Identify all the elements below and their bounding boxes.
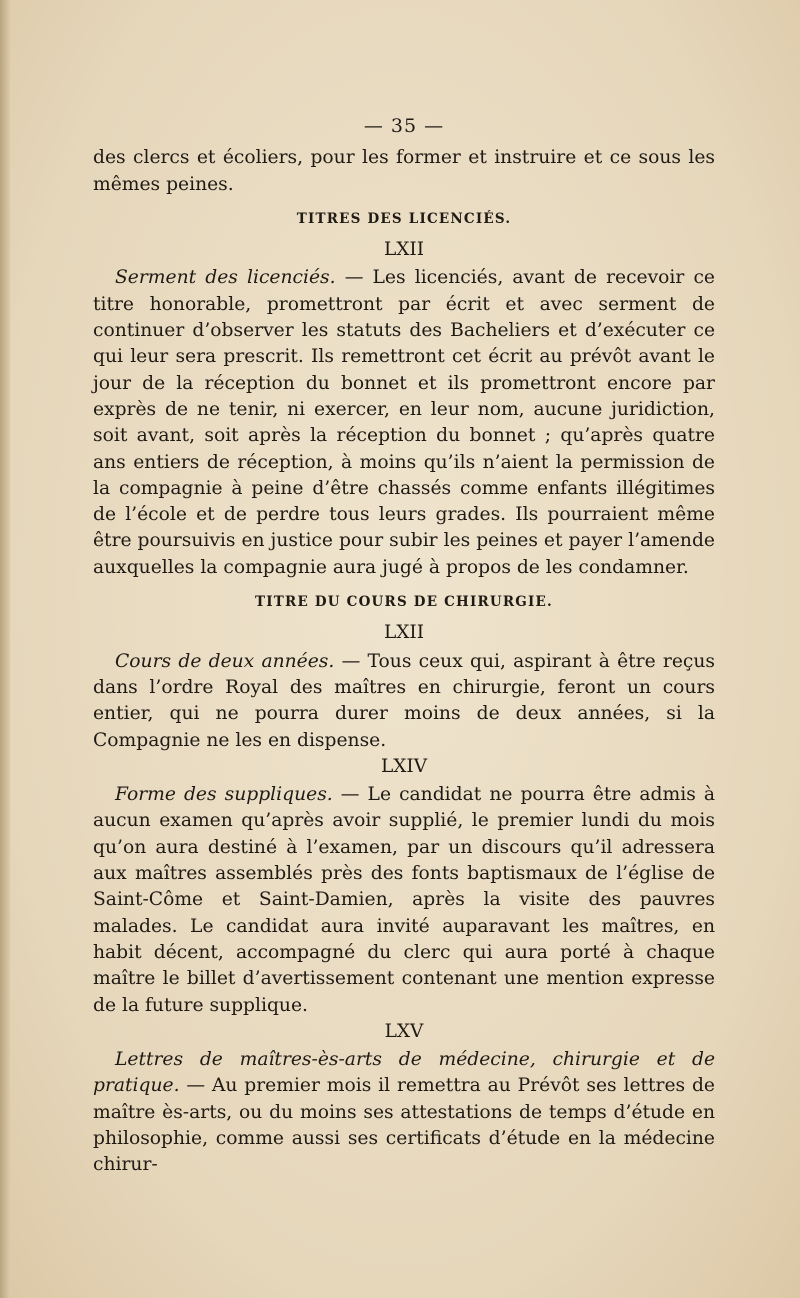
page-text (93, 113, 715, 1179)
article-lead-cours: Cours de deux années. (115, 650, 335, 672)
page-binding-edge (0, 0, 10, 1298)
article-lead-suppliques: Forme des suppliques. (115, 784, 333, 806)
article-paragraph-cours (93, 649, 715, 754)
article-body-cours: — Tous ceux qui, aspirant à être reçus dans l’ordre Royal des maîtres en chirurgie, feront un cours entier, qui ne pourra durer moins de deux années, si la Compagnie ne les en dispense. (93, 650, 715, 751)
section-heading-licencies: TITRES DES LICENCIÉS. (296, 210, 512, 227)
article-paragraph-lettres (93, 1047, 715, 1178)
article-numeral-lxii: LXII (383, 239, 425, 261)
article-lead-serment: Serment des licenciés. (115, 267, 336, 289)
article-paragraph-serment (93, 265, 715, 581)
intro-paragraph: des clercs et écoliers, pour les former et instruire et ce sous les mêmes peines. (93, 147, 715, 195)
article-numeral-lxiv: LXIV (380, 755, 428, 777)
section-heading-chirurgie: TITRE DU COURS DE CHIRURGIE. (255, 594, 553, 611)
page-number: — 35 — (363, 115, 445, 137)
article-body-suppliques: — Le candidat ne pourra être admis à aucun examen qu’après avoir supplié, le premier lundi du mois qu’on aura destiné à l’examen, par un discours qu’il adressera aux maîtres assemblés près des fonts baptismaux de l’église de Saint-Côme et Saint-Damien, après la visite des pauvres malades. Le candidat aura invité auparavant les maîtres, en habit décent, accompagné du clerc qui aura porté à chaque maître le billet d’avertissement contenant une mention expresse de la future supplique. (93, 784, 715, 1016)
article-numeral-lxii-second: LXII (383, 622, 425, 644)
article-numeral-lxv: LXV (384, 1020, 424, 1042)
article-body-serment: — Les licenciés, avant de recevoir ce titre honorable, promettront par écrit et avec serment de continuer d’observer les statuts des Bacheliers et d’exécuter ce qui leur sera prescrit. Ils remettront cet écrit au prévôt avant le jour de la réception du bonnet et ils promettront encore par exprès de ne tenir, ni exercer, en leur nom, aucune juridiction, soit avant, soit après la réception du bonnet ; qu’après quatre ans entiers de réception, à moins qu’ils n’aient la permission de la compagnie à peine d’être chassés comme enfants illégitimes de l’école et de perdre tous leurs grades. Ils pourraient même être poursuivis en justice pour subir les peines et payer l’amende auxquelles la compagnie aura jugé à propos de les condamner. (93, 267, 715, 578)
article-paragraph-suppliques (93, 782, 715, 1019)
article-lead-lettres: Lettres de maîtres-ès-arts de médecine, chirurgie et de pratique. (93, 1049, 715, 1097)
article-body-lettres: — Au premier mois il remettra au Prévôt ses lettres de maître ès-arts, ou du moins ses attestations de temps d’étude en philosophie, comme aussi ses certificats d’étude en la médecine chirur- (93, 1075, 715, 1176)
